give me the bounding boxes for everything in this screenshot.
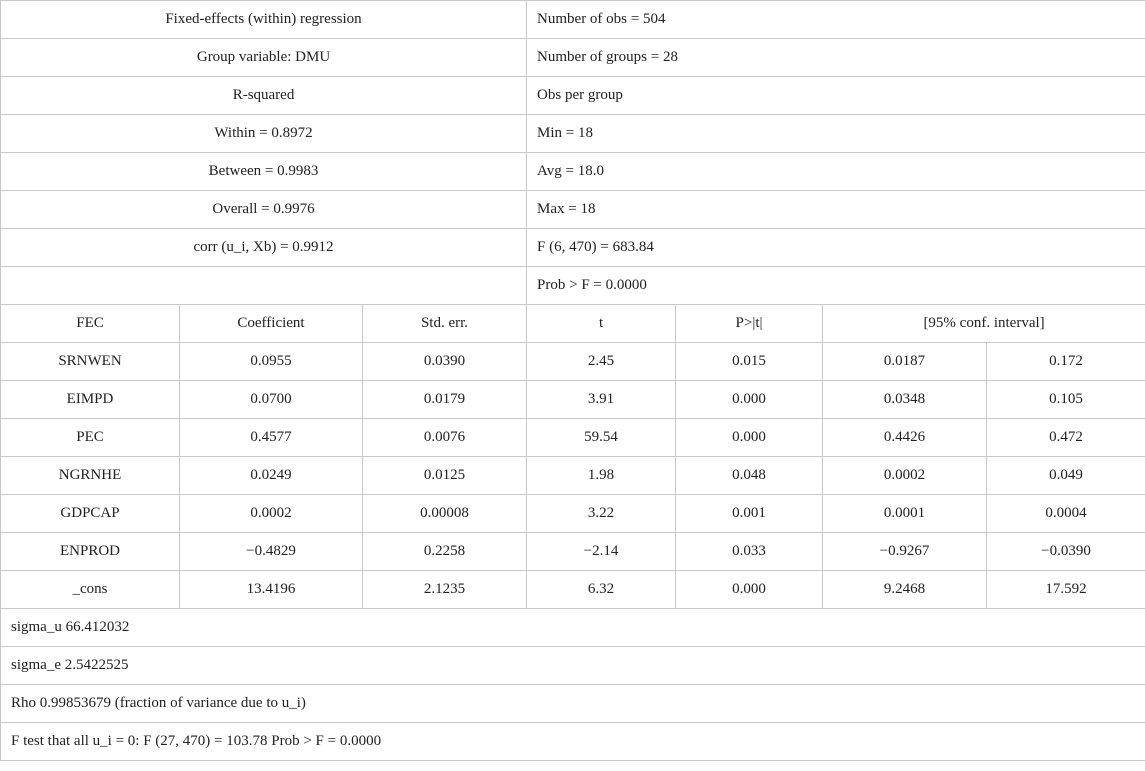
value-cell: 0.0390 bbox=[363, 343, 527, 381]
column-header: t bbox=[527, 305, 676, 343]
summary-right-cell: Number of groups = 28 bbox=[527, 39, 1145, 77]
value-cell: 0.0001 bbox=[823, 495, 987, 533]
value-cell: 0.0002 bbox=[180, 495, 363, 533]
value-cell: 0.0076 bbox=[363, 419, 527, 457]
value-cell: 0.015 bbox=[676, 343, 823, 381]
value-cell: 0.000 bbox=[676, 571, 823, 609]
value-cell: −0.9267 bbox=[823, 533, 987, 571]
variable-name-cell: _cons bbox=[1, 571, 180, 609]
summary-row bbox=[1, 191, 1145, 229]
value-cell: −2.14 bbox=[527, 533, 676, 571]
coef-header-row bbox=[1, 305, 1145, 343]
value-cell: 0.0179 bbox=[363, 381, 527, 419]
footer-row bbox=[1, 609, 1145, 647]
value-cell: 59.54 bbox=[527, 419, 676, 457]
value-cell: 1.98 bbox=[527, 457, 676, 495]
value-cell: 0.2258 bbox=[363, 533, 527, 571]
value-cell: 2.1235 bbox=[363, 571, 527, 609]
value-cell: 0.0348 bbox=[823, 381, 987, 419]
value-cell: 0.0002 bbox=[823, 457, 987, 495]
value-cell: 0.048 bbox=[676, 457, 823, 495]
summary-right-cell: Number of obs = 504 bbox=[527, 1, 1145, 39]
footer-cell: sigma_u 66.412032 bbox=[1, 609, 1145, 647]
variable-name-cell: GDPCAP bbox=[1, 495, 180, 533]
coef-row bbox=[1, 343, 1145, 381]
value-cell: 0.000 bbox=[676, 419, 823, 457]
value-cell: 0.4577 bbox=[180, 419, 363, 457]
value-cell: 0.472 bbox=[987, 419, 1145, 457]
summary-left-cell: Between = 0.9983 bbox=[1, 153, 527, 191]
summary-row bbox=[1, 1, 1145, 39]
footer-cell: F test that all u_i = 0: F (27, 470) = 103.78 Prob > F = 0.0000 bbox=[1, 723, 1145, 761]
summary-left-cell bbox=[1, 267, 527, 305]
value-cell: 0.0187 bbox=[823, 343, 987, 381]
value-cell: 0.172 bbox=[987, 343, 1145, 381]
summary-row bbox=[1, 39, 1145, 77]
value-cell: 0.001 bbox=[676, 495, 823, 533]
summary-right-cell: Avg = 18.0 bbox=[527, 153, 1145, 191]
summary-left-cell: Fixed-effects (within) regression bbox=[1, 1, 527, 39]
value-cell: 0.0249 bbox=[180, 457, 363, 495]
column-header: FEC bbox=[1, 305, 180, 343]
value-cell: 0.049 bbox=[987, 457, 1145, 495]
value-cell: 3.22 bbox=[527, 495, 676, 533]
column-header: Coefficient bbox=[180, 305, 363, 343]
summary-left-cell: Within = 0.8972 bbox=[1, 115, 527, 153]
summary-right-cell: Max = 18 bbox=[527, 191, 1145, 229]
value-cell: −0.0390 bbox=[987, 533, 1145, 571]
summary-left-cell: R-squared bbox=[1, 77, 527, 115]
variable-name-cell: PEC bbox=[1, 419, 180, 457]
value-cell: 0.105 bbox=[987, 381, 1145, 419]
column-header: [95% conf. interval] bbox=[823, 305, 1145, 343]
summary-row bbox=[1, 115, 1145, 153]
summary-right-cell: Min = 18 bbox=[527, 115, 1145, 153]
coef-row bbox=[1, 533, 1145, 571]
variable-name-cell: ENPROD bbox=[1, 533, 180, 571]
summary-right-cell: F (6, 470) = 683.84 bbox=[527, 229, 1145, 267]
value-cell: 0.4426 bbox=[823, 419, 987, 457]
value-cell: 0.033 bbox=[676, 533, 823, 571]
coef-row bbox=[1, 381, 1145, 419]
value-cell: 3.91 bbox=[527, 381, 676, 419]
column-header: Std. err. bbox=[363, 305, 527, 343]
variable-name-cell: NGRNHE bbox=[1, 457, 180, 495]
summary-row bbox=[1, 229, 1145, 267]
value-cell: 0.000 bbox=[676, 381, 823, 419]
coef-row bbox=[1, 419, 1145, 457]
value-cell: 9.2468 bbox=[823, 571, 987, 609]
footer-row bbox=[1, 685, 1145, 723]
footer-row bbox=[1, 647, 1145, 685]
summary-left-cell: Group variable: DMU bbox=[1, 39, 527, 77]
coef-row bbox=[1, 571, 1145, 609]
summary-left-cell: corr (u_i, Xb) = 0.9912 bbox=[1, 229, 527, 267]
value-cell: −0.4829 bbox=[180, 533, 363, 571]
footer-cell: Rho 0.99853679 (fraction of variance due to u_i) bbox=[1, 685, 1145, 723]
value-cell: 17.592 bbox=[987, 571, 1145, 609]
column-header: P>|t| bbox=[676, 305, 823, 343]
value-cell: 0.0700 bbox=[180, 381, 363, 419]
summary-left-cell: Overall = 0.9976 bbox=[1, 191, 527, 229]
value-cell: 13.4196 bbox=[180, 571, 363, 609]
footer-row bbox=[1, 723, 1145, 761]
coef-row bbox=[1, 495, 1145, 533]
summary-row bbox=[1, 77, 1145, 115]
summary-row bbox=[1, 153, 1145, 191]
value-cell: 0.0004 bbox=[987, 495, 1145, 533]
variable-name-cell: SRNWEN bbox=[1, 343, 180, 381]
summary-row bbox=[1, 267, 1145, 305]
summary-right-cell: Prob > F = 0.0000 bbox=[527, 267, 1145, 305]
variable-name-cell: EIMPD bbox=[1, 381, 180, 419]
coef-row bbox=[1, 457, 1145, 495]
value-cell: 2.45 bbox=[527, 343, 676, 381]
value-cell: 6.32 bbox=[527, 571, 676, 609]
summary-right-cell: Obs per group bbox=[527, 77, 1145, 115]
value-cell: 0.0125 bbox=[363, 457, 527, 495]
footer-cell: sigma_e 2.5422525 bbox=[1, 647, 1145, 685]
value-cell: 0.00008 bbox=[363, 495, 527, 533]
value-cell: 0.0955 bbox=[180, 343, 363, 381]
